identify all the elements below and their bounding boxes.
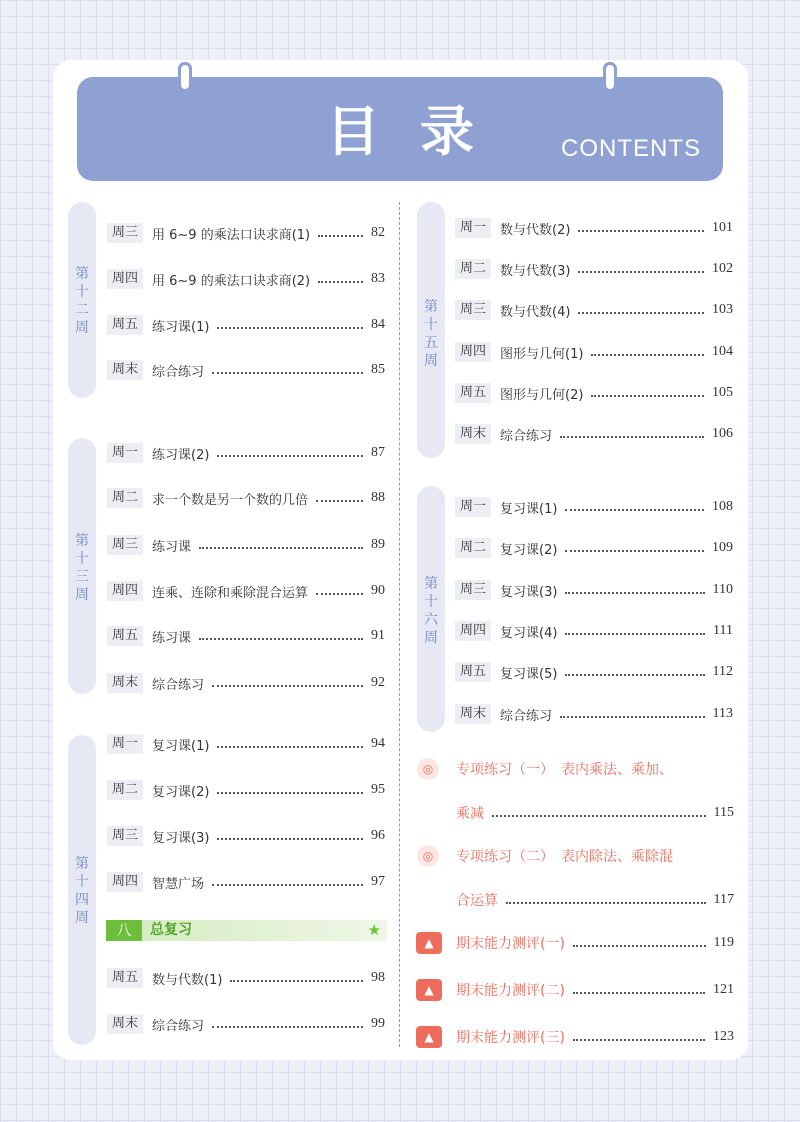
entry-page-number: 96 bbox=[371, 828, 385, 843]
entry-day: 周一 bbox=[107, 443, 143, 463]
entry-title: 用 6~9 的乘法口诀求商(2) bbox=[152, 273, 311, 289]
entry-day: 周四 bbox=[107, 581, 143, 601]
entry-day: 周三 bbox=[107, 223, 143, 243]
special-practice-entry[interactable] bbox=[456, 889, 734, 911]
exam-entry[interactable] bbox=[456, 1026, 734, 1048]
dot-leader bbox=[565, 550, 704, 552]
dot-leader bbox=[212, 1026, 363, 1028]
graduation-cap-icon: ▲ bbox=[416, 1026, 442, 1048]
dot-leader bbox=[212, 884, 363, 886]
dot-leader bbox=[573, 992, 705, 994]
review-section-label: 总复习 bbox=[150, 922, 192, 938]
entry-day: 周一 bbox=[455, 218, 491, 238]
entry-page-number: 121 bbox=[713, 982, 734, 997]
exam-title: 期末能力测评(三) bbox=[456, 1030, 565, 1046]
entry-title: 综合练习 bbox=[500, 708, 553, 724]
dot-leader bbox=[217, 455, 363, 457]
dot-leader bbox=[217, 746, 363, 748]
special-practice-title[interactable]: 专项练习（二） 表内除法、乘除混 bbox=[456, 849, 673, 865]
graduation-cap-icon: ▲ bbox=[416, 932, 442, 954]
entry-title: 智慧广场 bbox=[152, 876, 205, 892]
entry-day: 周五 bbox=[107, 315, 143, 335]
week-label-char: 六 bbox=[424, 612, 438, 628]
entry-page-number: 119 bbox=[713, 935, 734, 950]
toc-entry[interactable] bbox=[107, 268, 385, 290]
entry-page-number: 112 bbox=[712, 664, 733, 679]
entry-title: 复习课(2) bbox=[152, 784, 210, 800]
entry-title: 求一个数是另一个数的几倍 bbox=[152, 492, 309, 508]
toc-entry[interactable] bbox=[107, 625, 385, 647]
toc-entry[interactable] bbox=[107, 1013, 385, 1035]
toc-entry[interactable] bbox=[455, 620, 733, 642]
special-practice-title-cont: 合运算 bbox=[456, 893, 498, 909]
dot-leader bbox=[212, 685, 363, 687]
entry-page-number: 104 bbox=[712, 344, 733, 359]
entry-title: 数与代数(3) bbox=[500, 263, 571, 279]
entry-page-number: 98 bbox=[371, 970, 385, 985]
entry-page-number: 85 bbox=[371, 362, 385, 377]
dot-leader bbox=[217, 792, 363, 794]
toc-entry[interactable] bbox=[107, 359, 385, 381]
dot-leader bbox=[591, 395, 704, 397]
entry-title: 综合练习 bbox=[152, 1018, 205, 1034]
entry-day: 周四 bbox=[455, 342, 491, 362]
entry-page-number: 90 bbox=[371, 583, 385, 598]
entry-title: 复习课(5) bbox=[500, 666, 558, 682]
week-label-char: 十 bbox=[424, 594, 438, 610]
binder-ring-left-front bbox=[178, 62, 192, 92]
entry-title: 综合练习 bbox=[500, 428, 553, 444]
toc-entry[interactable] bbox=[455, 341, 733, 363]
week-label-char: 第 bbox=[424, 576, 438, 592]
entry-title: 练习课(2) bbox=[152, 447, 210, 463]
entry-title: 练习课 bbox=[152, 539, 192, 555]
entry-page-number: 102 bbox=[712, 261, 733, 276]
exam-entry[interactable] bbox=[456, 932, 734, 954]
entry-page-number: 111 bbox=[713, 623, 733, 638]
toc-entry[interactable] bbox=[455, 703, 733, 725]
special-practice-entry[interactable] bbox=[456, 802, 734, 824]
entry-title: 图形与几何(1) bbox=[500, 346, 584, 362]
dot-leader bbox=[199, 638, 363, 640]
toc-entry[interactable] bbox=[455, 579, 733, 601]
entry-title: 用 6~9 的乘法口诀求商(1) bbox=[152, 227, 311, 243]
special-practice-title[interactable]: 专项练习（一） 表内乘法、乘加、 bbox=[456, 762, 673, 778]
exam-entry[interactable] bbox=[456, 979, 734, 1001]
entry-page-number: 88 bbox=[371, 490, 385, 505]
dot-leader bbox=[573, 945, 706, 947]
entry-page-number: 110 bbox=[712, 582, 733, 597]
entry-page-number: 115 bbox=[713, 805, 734, 820]
week-label-char: 第 bbox=[75, 856, 89, 872]
entry-page-number: 101 bbox=[712, 220, 733, 235]
entry-page-number: 108 bbox=[712, 499, 733, 514]
dot-leader bbox=[560, 716, 705, 718]
week-label-char: 三 bbox=[75, 569, 89, 585]
entry-title: 复习课(1) bbox=[500, 501, 558, 517]
entry-title: 数与代数(4) bbox=[500, 304, 571, 320]
week-label-char: 周 bbox=[424, 630, 438, 646]
entry-title: 复习课(1) bbox=[152, 738, 210, 754]
entry-page-number: 117 bbox=[713, 892, 734, 907]
dot-leader bbox=[578, 312, 704, 314]
week-label-char: 周 bbox=[75, 587, 89, 603]
entry-day: 周四 bbox=[455, 621, 491, 641]
entry-day: 周末 bbox=[455, 424, 491, 444]
toc-entry[interactable] bbox=[107, 534, 385, 556]
entry-day: 周末 bbox=[107, 1014, 143, 1034]
page-title: 目录 bbox=[326, 100, 514, 163]
toc-entry[interactable] bbox=[455, 537, 733, 559]
star-icon: ★ bbox=[367, 921, 381, 939]
entry-day: 周五 bbox=[107, 626, 143, 646]
target-icon: ◎ bbox=[417, 758, 439, 780]
entry-title: 复习课(3) bbox=[152, 830, 210, 846]
entry-page-number: 99 bbox=[371, 1016, 385, 1031]
week-label-char: 十 bbox=[75, 874, 89, 890]
entry-day: 周三 bbox=[107, 826, 143, 846]
exam-title: 期末能力测评(一) bbox=[456, 936, 565, 952]
entry-page-number: 105 bbox=[712, 385, 733, 400]
entry-day: 周二 bbox=[455, 538, 491, 558]
week-label bbox=[417, 575, 445, 647]
entry-page-number: 123 bbox=[713, 1029, 734, 1044]
week-label-char: 周 bbox=[75, 320, 89, 336]
dot-leader bbox=[212, 372, 363, 374]
dot-leader bbox=[591, 354, 704, 356]
entry-day: 周三 bbox=[455, 580, 491, 600]
toc-entry[interactable] bbox=[107, 733, 385, 755]
dot-leader bbox=[565, 592, 704, 594]
entry-title: 练习课(1) bbox=[152, 319, 210, 335]
dot-leader bbox=[573, 1039, 705, 1041]
toc-entry[interactable] bbox=[107, 580, 385, 602]
entry-day: 周二 bbox=[107, 780, 143, 800]
week-label-char: 五 bbox=[424, 335, 438, 351]
dot-leader bbox=[199, 547, 363, 549]
entry-page-number: 82 bbox=[371, 225, 385, 240]
toc-entry[interactable] bbox=[455, 423, 733, 445]
entry-title: 数与代数(2) bbox=[500, 222, 571, 238]
entry-day: 周一 bbox=[107, 734, 143, 754]
review-section-header bbox=[106, 920, 387, 941]
entry-page-number: 87 bbox=[371, 445, 385, 460]
week-label bbox=[68, 265, 96, 337]
entry-page-number: 92 bbox=[371, 675, 385, 690]
entry-day: 周二 bbox=[455, 259, 491, 279]
toc-entry[interactable] bbox=[107, 871, 385, 893]
dot-leader bbox=[316, 500, 363, 502]
entry-day: 周四 bbox=[107, 872, 143, 892]
entry-title: 复习课(2) bbox=[500, 542, 558, 558]
toc-entry[interactable] bbox=[455, 258, 733, 280]
page-subtitle: CONTENTS bbox=[561, 135, 701, 162]
dot-leader bbox=[506, 902, 706, 904]
dot-leader bbox=[492, 815, 706, 817]
entry-page-number: 91 bbox=[371, 628, 385, 643]
dot-leader bbox=[565, 509, 704, 511]
toc-entry[interactable] bbox=[107, 825, 385, 847]
review-section-number: 八 bbox=[106, 920, 142, 941]
toc-entry[interactable] bbox=[107, 779, 385, 801]
entry-day: 周五 bbox=[455, 383, 491, 403]
week-label-char: 周 bbox=[424, 353, 438, 369]
entry-title: 综合练习 bbox=[152, 677, 205, 693]
toc-entry[interactable] bbox=[107, 442, 385, 464]
toc-entry[interactable] bbox=[107, 672, 385, 694]
week-label bbox=[68, 855, 96, 927]
toc-entry[interactable] bbox=[455, 496, 733, 518]
toc-entry[interactable] bbox=[107, 314, 385, 336]
dot-leader bbox=[217, 327, 363, 329]
week-label-char: 周 bbox=[75, 910, 89, 926]
entry-page-number: 83 bbox=[371, 271, 385, 286]
entry-day: 周五 bbox=[455, 662, 491, 682]
entry-page-number: 94 bbox=[371, 736, 385, 751]
graduation-cap-icon: ▲ bbox=[416, 979, 442, 1001]
entry-page-number: 106 bbox=[712, 426, 733, 441]
entry-page-number: 97 bbox=[371, 874, 385, 889]
entry-day: 周末 bbox=[107, 673, 143, 693]
dot-leader bbox=[578, 230, 704, 232]
entry-day: 周末 bbox=[455, 704, 491, 724]
entry-day: 周末 bbox=[107, 360, 143, 380]
binder-ring-right-front bbox=[603, 62, 617, 92]
entry-day: 周三 bbox=[455, 300, 491, 320]
toc-entry[interactable] bbox=[455, 661, 733, 683]
entry-day: 周三 bbox=[107, 535, 143, 555]
entry-page-number: 84 bbox=[371, 317, 385, 332]
entry-day: 周一 bbox=[455, 497, 491, 517]
week-label-char: 四 bbox=[75, 892, 89, 908]
entry-page-number: 109 bbox=[712, 540, 733, 555]
header-banner bbox=[77, 77, 723, 181]
week-label bbox=[68, 532, 96, 604]
entry-title: 连乘、连除和乘除混合运算 bbox=[152, 585, 309, 601]
week-label bbox=[417, 298, 445, 370]
toc-entry[interactable] bbox=[107, 967, 385, 989]
week-label-char: 十 bbox=[75, 551, 89, 567]
toc-entry[interactable] bbox=[455, 382, 733, 404]
entry-title: 综合练习 bbox=[152, 364, 205, 380]
column-divider bbox=[399, 202, 400, 1047]
entry-page-number: 113 bbox=[712, 706, 733, 721]
entry-page-number: 95 bbox=[371, 782, 385, 797]
toc-entry[interactable] bbox=[107, 222, 385, 244]
exam-title: 期末能力测评(二) bbox=[456, 983, 565, 999]
toc-entry[interactable] bbox=[107, 487, 385, 509]
dot-leader bbox=[318, 235, 363, 237]
toc-entry[interactable] bbox=[455, 217, 733, 239]
dot-leader bbox=[230, 980, 363, 982]
week-label-char: 二 bbox=[75, 302, 89, 318]
week-label-char: 第 bbox=[75, 533, 89, 549]
week-label-char: 十 bbox=[424, 317, 438, 333]
target-icon: ◎ bbox=[417, 845, 439, 867]
entry-title: 数与代数(1) bbox=[152, 972, 223, 988]
special-practice-title-cont: 乘减 bbox=[456, 806, 484, 822]
entry-day: 周二 bbox=[107, 488, 143, 508]
dot-leader bbox=[565, 633, 705, 635]
week-label-char: 第 bbox=[424, 299, 438, 315]
entry-page-number: 89 bbox=[371, 537, 385, 552]
dot-leader bbox=[560, 436, 704, 438]
dot-leader bbox=[565, 674, 704, 676]
entry-title: 复习课(3) bbox=[500, 584, 558, 600]
toc-entry[interactable] bbox=[455, 299, 733, 321]
entry-title: 练习课 bbox=[152, 630, 192, 646]
week-label-char: 十 bbox=[75, 284, 89, 300]
entry-page-number: 103 bbox=[712, 302, 733, 317]
dot-leader bbox=[318, 281, 363, 283]
entry-day: 周五 bbox=[107, 968, 143, 988]
entry-day: 周四 bbox=[107, 269, 143, 289]
dot-leader bbox=[316, 593, 363, 595]
week-label-char: 第 bbox=[75, 266, 89, 282]
dot-leader bbox=[578, 271, 704, 273]
entry-title: 复习课(4) bbox=[500, 625, 558, 641]
entry-title: 图形与几何(2) bbox=[500, 387, 584, 403]
dot-leader bbox=[217, 838, 363, 840]
